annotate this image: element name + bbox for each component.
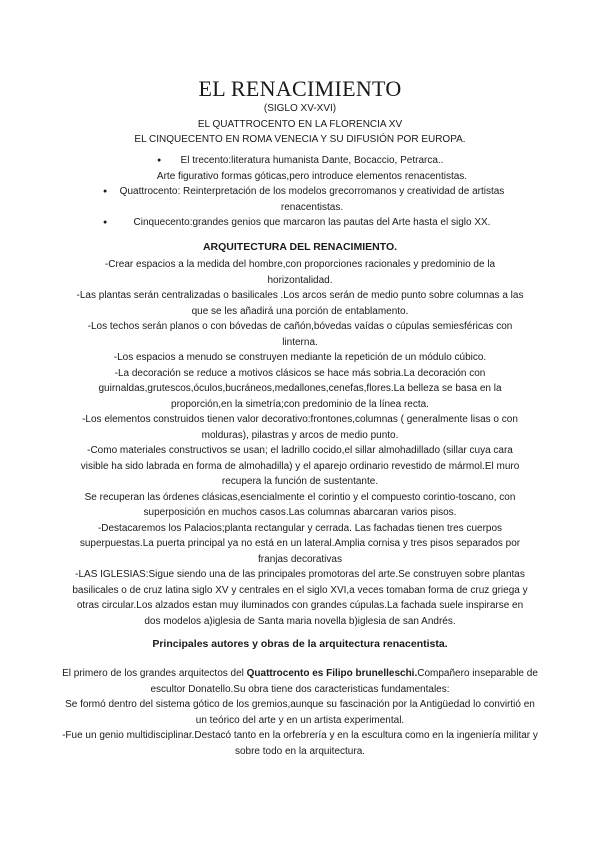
section-heading-arquitectura: ARQUITECTURA DEL RENACIMIENTO. [202, 241, 398, 253]
paragraph: -Las plantas serán centralizadas o basilicales .Los arcos serán de medio punto sobre columnas a las que se les añadirá una porción de entablamento. [76, 290, 524, 317]
paragraph: -Destacaremos los Palacios;planta rectangular y cerrada. Las fachadas tienen tres cuerpos superpuestas.La puerta principal ya no está en un lateral.Amplia cornisa y tres pisos separados por franjas decorativas [79, 522, 521, 565]
paragraph: -La decoración se reduce a motivos clásicos se hace más sobria.La decoración con guirnaldas,grutescos,óculos,bucráneos,medallones,cenefas,flores.La belleza se basa en la proporción,en la simetría;con predominio de la línea recta. [98, 367, 502, 410]
intro-text-end: Compañero inseparable de escultor Donatello.Su obra tiene dos caracteristicas fundamentales: [150, 668, 538, 695]
bullet-text: ● El trecento:literatura humanista Dante, Bocaccio, Petrarca.. [180, 155, 444, 166]
subtitle-period: (SIGLO XV-XVI) [263, 103, 337, 114]
page-title: EL RENACIMIENTO [198, 76, 402, 101]
paragraph: Se formó dentro del sistema gótico de los gremios,aunque su fascinación por la Antigüedad lo convirtió en un teórico del arte y en un artista experimental. [65, 699, 535, 726]
intro-text-start: El primero de los grandes arquitectos del [62, 668, 247, 679]
paragraph: -Los elementos construidos tienen valor decorativo:frontones,columnas ( generalmente lisas o con molduras), pilastras y arcos de medio punto. [82, 414, 518, 441]
paragraph: -LAS IGLESIAS:Sigue siendo una de las principales promotoras del arte.Se construyen sobre plantas basilicales o de cruz latina siglo XV y centrales en el siglo XVI,a veces tomaban forma de cruz griega y otras circular.Los alzados estan muy iluminados con grandes cúpulas.La fachada suele inspirarse en dos modelos a)iglesia de Santa maria novella b)iglesia de san Andrés. [72, 569, 528, 627]
paragraph: -Los espacios a menudo se construyen mediante la repetición de un módulo cúbico. [113, 352, 487, 363]
section-body-arquitectura [72, 257, 528, 629]
bullet-item-quattrocento [95, 184, 525, 215]
subtitle-quattrocento: EL QUATTROCENTO EN LA FLORENCIA XV [197, 118, 403, 130]
section-body-autores [60, 666, 540, 759]
bullet-continuation: Arte figurativo formas góticas,pero introduce elementos renacentistas. [156, 170, 468, 182]
paragraph: -Como materiales constructivos se usan; el ladrillo cocido,el sillar almohadillado (sillar cuya cara visible ha sido labrada en forma de almohadilla) y el aparejo ordinario revestido de mármol.El muro recupera la función de sustentante. [80, 445, 520, 487]
paragraph: -Fue un genio multidisciplinar.Destacó tanto en la orfebrería y en la escultura como en la ingeniería militar y sobre todo en la arquitectura. [62, 730, 538, 757]
intro-paragraph [60, 666, 540, 697]
paragraph: Se recuperan las órdenes clásicas,esencialmente el corintio y el compuesto corintio-toscano, con superposición en muchos casos.Las columnas abarcaran varios pisos. [84, 491, 516, 518]
bullet-item-cinquecento [95, 215, 525, 231]
paragraph: -Crear espacios a la medida del hombre,con proporciones racionales y predominio de la horizontalidad. [104, 259, 496, 286]
bullet-text: ● Cinquecento:grandes genios que marcaron las pautas del Arte hasta el siglo XX. [133, 217, 491, 228]
intro-bold-text: Quattrocento es Filipo brunelleschi. [246, 668, 418, 679]
subtitle-cinquecento: EL CINQUECENTO EN ROMA VENECIA Y SU DIFUSIÓN POR EUROPA. [134, 134, 466, 145]
bullet-list [95, 153, 525, 231]
bullet-text: ● Quattrocento: Reinterpretación de los modelos grecorromanos y creatividad de artistas renacentistas. [119, 186, 505, 213]
subtitle-block [0, 101, 600, 148]
section-heading-autores: Principales autores y obras de la arquitectura renacentista. [152, 638, 448, 650]
paragraph: -Los techos serán planos o con bóvedas de cañón,bóvedas vaídas o cúpulas semiesféricas con linterna. [87, 321, 513, 348]
bullet-item-trecento [95, 153, 525, 184]
